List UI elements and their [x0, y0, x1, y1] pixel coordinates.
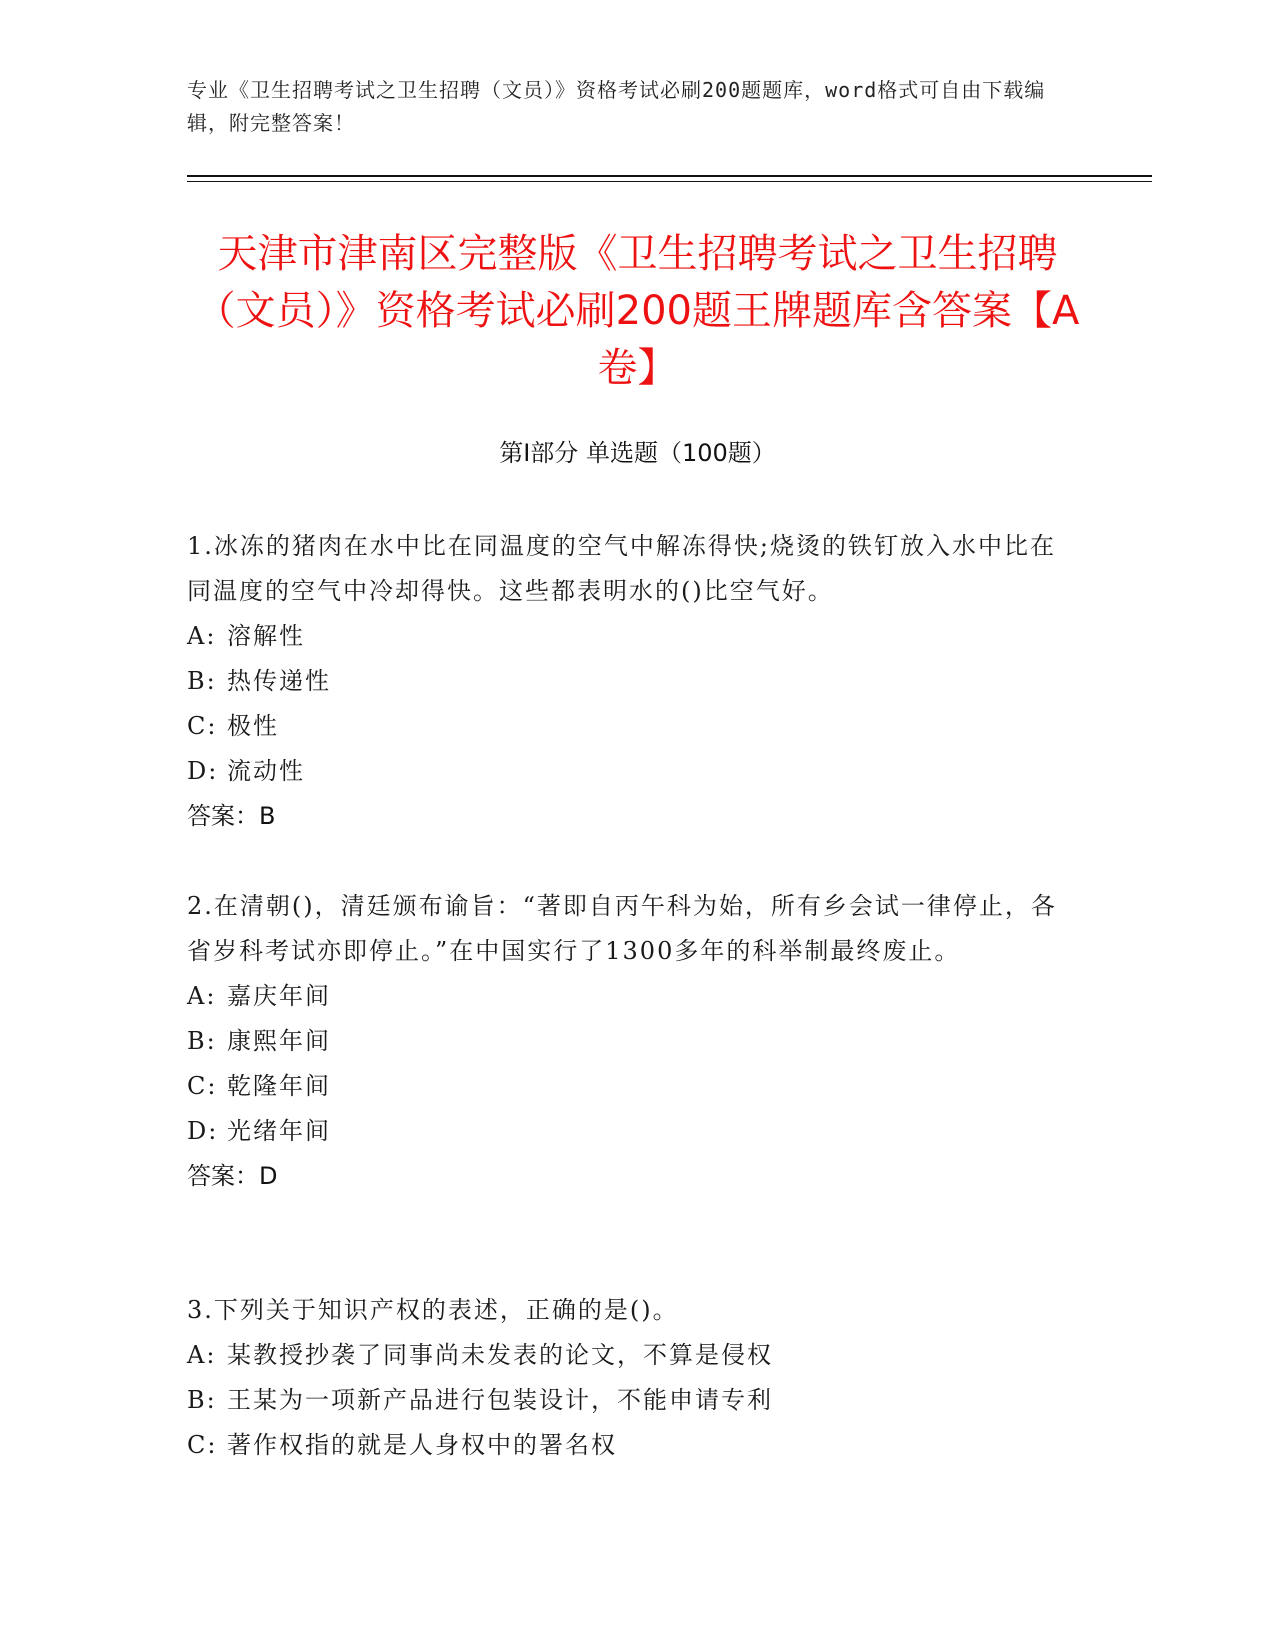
option-text: 流动性 — [227, 757, 305, 785]
question-stem: 3.下列关于知识产权的表述，正确的是()。 — [187, 1296, 679, 1324]
option-text: 某教授抄袭了同事尚未发表的论文，不算是侵权 — [227, 1341, 773, 1369]
option-text: 光绪年间 — [227, 1117, 331, 1145]
question-2 — [187, 884, 1067, 1199]
answer-label: 答案：D — [187, 1162, 278, 1190]
option-c — [187, 1064, 1067, 1109]
option-c — [187, 1423, 1067, 1468]
header-divider-thick — [187, 175, 1152, 177]
option-a — [187, 1333, 1067, 1378]
option-b — [187, 1378, 1067, 1423]
option-letter: A: — [187, 622, 217, 650]
header-note: 专业《卫生招聘考试之卫生招聘（文员）》资格考试必刷200题题库，word格式可自由下载编辑，附完整答案！ — [187, 78, 1046, 135]
option-text: 热传递性 — [227, 667, 331, 695]
question-3 — [187, 1288, 1067, 1468]
option-letter: D: — [187, 1117, 219, 1145]
question-1 — [187, 524, 1067, 839]
option-b — [187, 659, 1067, 704]
option-a — [187, 974, 1067, 1019]
option-letter: C: — [187, 1431, 218, 1459]
option-text: 溶解性 — [227, 622, 305, 650]
option-text: 王某为一项新产品进行包装设计，不能申请专利 — [227, 1386, 773, 1414]
option-c — [187, 704, 1067, 749]
option-text: 著作权指的就是人身权中的署名权 — [227, 1431, 617, 1459]
option-letter: C: — [187, 1072, 218, 1100]
question-stem: 1.冰冻的猪肉在水中比在同温度的空气中解冻得快;烧烫的铁钉放入水中比在同温度的空气中冷却得快。这些都表明水的()比空气好。 — [187, 532, 1056, 605]
header-divider-thin — [187, 181, 1152, 182]
option-text: 康熙年间 — [227, 1027, 331, 1055]
option-letter: B: — [187, 1386, 217, 1414]
option-a — [187, 614, 1067, 659]
answer-label: 答案：B — [187, 802, 276, 830]
section-heading: 第I部分 单选题（100题） — [499, 439, 776, 467]
option-letter: A: — [187, 982, 217, 1010]
document-title: 天津市津南区完整版《卫生招聘考试之卫生招聘（文员）》资格考试必刷200题王牌题库含答案【A卷】 — [195, 231, 1080, 391]
option-text: 乾隆年间 — [227, 1072, 331, 1100]
option-letter: A: — [187, 1341, 217, 1369]
option-b — [187, 1019, 1067, 1064]
option-text: 极性 — [227, 712, 279, 740]
option-letter: C: — [187, 712, 218, 740]
option-d — [187, 749, 1067, 794]
option-d — [187, 1109, 1067, 1154]
question-stem: 2.在清朝()，清廷颁布谕旨：“著即自丙午科为始，所有乡会试一律停止，各省岁科考试亦即停止。”在中国实行了1300多年的科举制最终废止。 — [187, 892, 1057, 965]
option-letter: B: — [187, 1027, 217, 1055]
option-text: 嘉庆年间 — [227, 982, 331, 1010]
option-letter: D: — [187, 757, 219, 785]
option-letter: B: — [187, 667, 217, 695]
